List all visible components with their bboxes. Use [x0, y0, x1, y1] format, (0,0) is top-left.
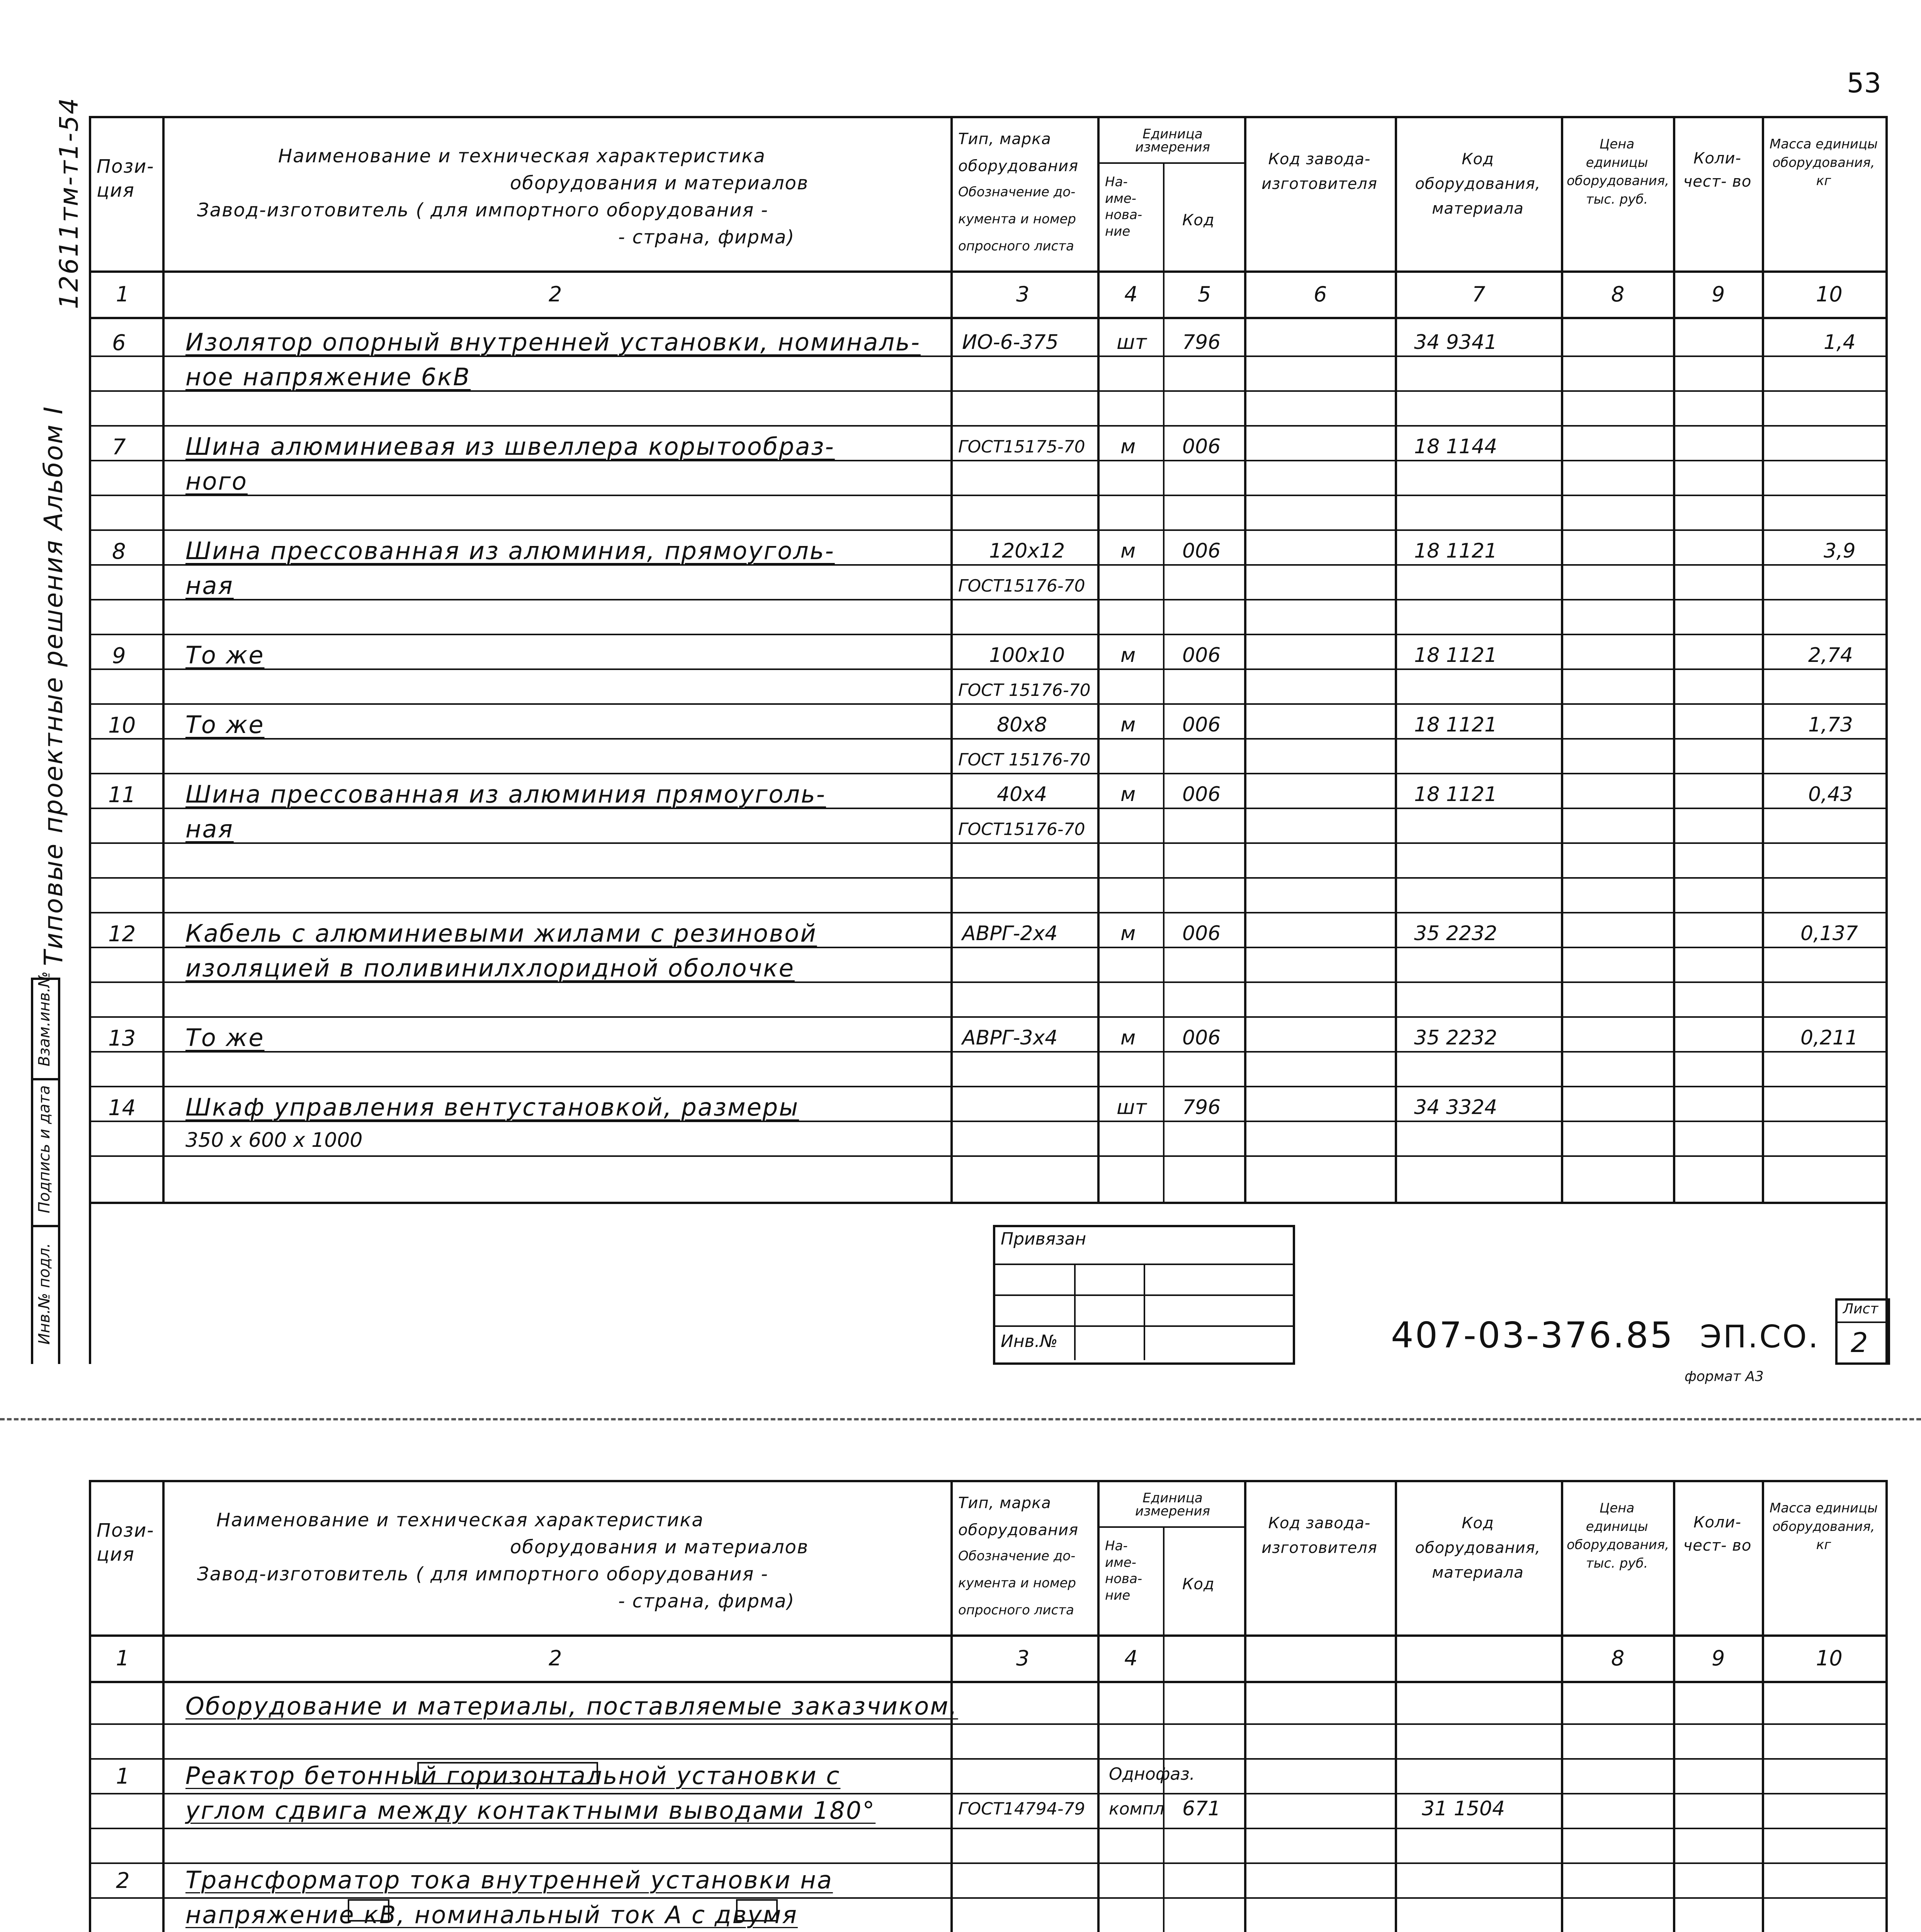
colnum2-9: 9 — [1712, 1646, 1725, 1670]
row7-name-1: Шина алюминиевая из швеллера корытообраз- — [185, 432, 835, 461]
colnum2-2: 2 — [549, 1646, 562, 1670]
side-title: Типовые проектные решения Альбом I — [39, 405, 68, 966]
row11-code: 18 1121 — [1414, 783, 1498, 806]
format-1: формат А3 — [1685, 1369, 1764, 1384]
doc-code-1: 407-03-376.85 — [1391, 1315, 1674, 1356]
row9-code: 18 1121 — [1414, 644, 1498, 667]
privyazan-label-1: Привязан — [1001, 1229, 1086, 1249]
row7-type: ГОСТ15175-70 — [958, 437, 1085, 457]
header2-type-2: оборудования — [958, 1521, 1079, 1539]
spec-sheet-2 — [0, 1430, 1921, 1932]
row9-name-1: То же — [185, 641, 265, 669]
row10-mass: 1,73 — [1808, 713, 1853, 736]
sheet-label-1: Лист — [1843, 1301, 1878, 1317]
header-name-line4: - страна, фирма) — [618, 226, 795, 248]
inv-no-label-1: Инв.№ — [1001, 1332, 1058, 1351]
header2-plant-code: Код завода-изготовителя — [1261, 1514, 1377, 1557]
header-name-line2: оборудования и материалов — [510, 172, 809, 194]
row7-ucode: 006 — [1182, 435, 1221, 458]
row10-name-1: То же — [185, 711, 265, 739]
row13-ucode: 006 — [1182, 1026, 1221, 1049]
header2-mass: Масса единицы оборудования, кг — [1769, 1500, 1878, 1553]
colnum2-4: 4 — [1124, 1646, 1138, 1670]
header2-name-line3: Завод-изготовитель ( для импортного оборудования - — [197, 1563, 768, 1585]
colnum-8: 8 — [1611, 282, 1625, 306]
r2-line-2: напряжение кВ, номинальный ток А с двумя — [185, 1901, 798, 1929]
row9-unit: м — [1120, 644, 1136, 667]
row8-type-2: ГОСТ15176-70 — [958, 576, 1085, 596]
row9-type-1: 100х10 — [989, 644, 1065, 667]
r1-line-2: углом сдвига между контактными выводами 180° — [185, 1796, 876, 1825]
colnum-6: 6 — [1314, 282, 1327, 306]
header-type-2: оборудования — [958, 157, 1079, 175]
row10-ucode: 006 — [1182, 713, 1221, 736]
header-plant-code: Код завода-изготовителя — [1261, 150, 1377, 193]
header2-unit-name: На- име- нова- ние — [1105, 1538, 1142, 1603]
row9-ucode: 006 — [1182, 644, 1221, 667]
header2-position: Пози- ция — [97, 1520, 155, 1566]
r2-line-1: Трансформатор тока внутренней установки на — [185, 1866, 833, 1894]
stamp-sign-label: Подпись и дата — [36, 1085, 53, 1213]
row6-type: ИО-6-375 — [962, 331, 1059, 354]
row7-code: 18 1144 — [1414, 435, 1498, 458]
row6-name-1: Изолятор опорный внутренней установки, номиналь- — [185, 328, 921, 356]
row13-type: АВРГ-3х4 — [962, 1026, 1058, 1049]
row14-name-1: Шкаф управления вентустановкой, размеры — [185, 1093, 799, 1121]
row8-code: 18 1121 — [1414, 539, 1498, 563]
row14-name-2: 350 х 600 х 1000 — [185, 1129, 363, 1152]
header2-type-3: Обозначение до- — [958, 1548, 1076, 1564]
header-unit-name: На- име- нова- ние — [1105, 174, 1142, 239]
colnum-2: 2 — [549, 282, 562, 306]
row6-ucode: 796 — [1182, 331, 1221, 354]
row13-pos: 13 — [108, 1026, 136, 1051]
stamp-inv-label: Инв.№ подл. — [36, 1243, 53, 1345]
header2-name-line2: оборудования и материалов — [510, 1536, 809, 1558]
colnum2-3: 3 — [1016, 1646, 1030, 1670]
header2-qty: Коли- чест- во — [1683, 1514, 1752, 1554]
header2-price: Цена единицы оборудования, тыс. руб. — [1567, 1500, 1669, 1571]
header-equip-code: Код оборудования, материала — [1415, 150, 1541, 218]
row11-pos: 11 — [108, 782, 136, 808]
colnum-3: 3 — [1016, 282, 1030, 306]
row8-type-1: 120х12 — [989, 539, 1065, 563]
row10-unit: м — [1120, 713, 1136, 736]
row12-name-2: изоляцией в поливинилхлоридной оболочке — [185, 954, 795, 982]
header-name-line3: Завод-изготовитель ( для импортного оборудования - — [197, 199, 768, 221]
row7-name-2: ного — [185, 467, 248, 495]
header2-type-1: Тип, марка — [958, 1494, 1051, 1512]
row13-code: 35 2232 — [1414, 1026, 1498, 1049]
row6-code: 34 9341 — [1414, 331, 1498, 354]
mark-1: ЭП.СО. — [1700, 1319, 1820, 1355]
header-mass: Масса единицы оборудования, кг — [1769, 136, 1878, 189]
r1-type: ГОСТ14794-79 — [958, 1799, 1085, 1819]
header-type-3: Обозначение до- — [958, 184, 1076, 200]
r1-line-1: Реактор бетонный горизонтальной установки с — [185, 1762, 841, 1790]
header2-name-line4: - страна, фирма) — [618, 1590, 795, 1612]
colnum-5: 5 — [1198, 282, 1211, 306]
header-type-4: кумента и номер — [958, 211, 1076, 227]
row14-ucode: 796 — [1182, 1096, 1221, 1119]
row8-unit: м — [1120, 539, 1136, 563]
row10-pos: 10 — [108, 713, 136, 738]
colnum-9: 9 — [1712, 282, 1725, 306]
header-unit-group: Единица измерения — [1135, 126, 1210, 155]
colnum-4: 4 — [1124, 282, 1138, 306]
r1-code: 31 1504 — [1422, 1797, 1505, 1820]
colnum2-10: 10 — [1816, 1646, 1843, 1670]
r1-pos: 1 — [116, 1764, 130, 1789]
sheet-no-1: 2 — [1851, 1327, 1868, 1359]
row6-mass: 1,4 — [1824, 331, 1856, 354]
row11-name-2: ная — [185, 815, 234, 843]
header2-unit-group: Единица измерения — [1135, 1490, 1210, 1519]
stamp-replace-label: Взам.инв.№ — [36, 971, 53, 1066]
header-unit-code: Код — [1182, 211, 1215, 229]
blank-box-r2a — [348, 1899, 389, 1922]
row12-type: АВРГ-2х4 — [962, 922, 1058, 945]
r1-unit-1: Однофаз. — [1109, 1764, 1195, 1784]
r1-ucode: 671 — [1182, 1797, 1221, 1820]
section-title: Оборудование и материалы, поставляемые заказчиком. — [185, 1692, 958, 1720]
row8-mass: 3,9 — [1824, 539, 1856, 563]
row9-mass: 2,74 — [1808, 644, 1853, 667]
row9-type-2: ГОСТ 15176-70 — [958, 680, 1091, 700]
row14-unit: шт — [1117, 1096, 1147, 1119]
header2-equip-code: Код оборудования, материала — [1415, 1514, 1541, 1582]
row11-type-2: ГОСТ15176-70 — [958, 820, 1085, 839]
row10-type-2: ГОСТ 15176-70 — [958, 750, 1091, 770]
header2-type-5: опросного листа — [958, 1602, 1074, 1618]
row12-code: 35 2232 — [1414, 922, 1498, 945]
colnum-7: 7 — [1472, 282, 1486, 306]
header-type-1: Тип, марка — [958, 130, 1051, 148]
page-number: 53 — [1847, 67, 1882, 99]
row11-name-1: Шина прессованная из алюминия прямоуголь- — [185, 780, 826, 808]
row8-pos: 8 — [112, 539, 126, 564]
row12-pos: 12 — [108, 922, 136, 947]
row13-mass: 0,211 — [1800, 1026, 1858, 1049]
row8-name-2: ная — [185, 571, 234, 600]
row14-code: 34 3324 — [1414, 1096, 1498, 1119]
colnum-10: 10 — [1816, 282, 1843, 306]
blank-box-r1 — [417, 1762, 598, 1784]
row10-type-1: 80х8 — [997, 713, 1047, 736]
colnum-1: 1 — [116, 282, 129, 306]
header-price: Цена единицы оборудования, тыс. руб. — [1567, 136, 1669, 207]
row7-unit: м — [1120, 435, 1136, 458]
row14-pos: 14 — [108, 1095, 136, 1121]
header2-unit-code: Код — [1182, 1575, 1215, 1593]
row12-ucode: 006 — [1182, 922, 1221, 945]
sheet-divider — [0, 1418, 1921, 1420]
row12-name-1: Кабель с алюминиевыми жилами с резиновой — [185, 919, 817, 947]
row11-ucode: 006 — [1182, 783, 1221, 806]
row7-pos: 7 — [112, 435, 126, 460]
header-type-5: опросного листа — [958, 238, 1074, 254]
header-position: Пози- ция — [97, 156, 155, 202]
header2-name-line1: Наименование и техническая характеристика — [216, 1509, 704, 1531]
blank-box-r2b — [736, 1899, 778, 1922]
side-code: 12611тм-т1-54 — [54, 97, 84, 309]
row11-unit: м — [1120, 783, 1136, 806]
row8-name-1: Шина прессованная из алюминия, прямоуголь- — [185, 537, 835, 565]
row10-code: 18 1121 — [1414, 713, 1498, 736]
row11-type-1: 40х4 — [997, 783, 1047, 806]
r2-pos: 2 — [116, 1868, 130, 1893]
row12-unit: м — [1120, 922, 1136, 945]
header-qty: Коли- чест- во — [1683, 150, 1752, 190]
row6-unit: шт — [1117, 331, 1147, 354]
colnum2-8: 8 — [1611, 1646, 1625, 1670]
r1-unit-2: компл — [1109, 1799, 1164, 1819]
row11-mass: 0,43 — [1808, 783, 1853, 806]
header2-type-4: кумента и номер — [958, 1575, 1076, 1591]
row9-pos: 9 — [112, 643, 126, 668]
row6-name-2: ное напряжение 6кВ — [185, 363, 471, 391]
colnum2-1: 1 — [116, 1646, 129, 1670]
row6-pos: 6 — [112, 330, 126, 355]
row8-ucode: 006 — [1182, 539, 1221, 563]
row13-unit: м — [1120, 1026, 1136, 1049]
row12-mass: 0,137 — [1800, 922, 1858, 945]
row13-name-1: То же — [185, 1024, 265, 1052]
header-name-line1: Наименование и техническая характеристика — [278, 145, 766, 167]
